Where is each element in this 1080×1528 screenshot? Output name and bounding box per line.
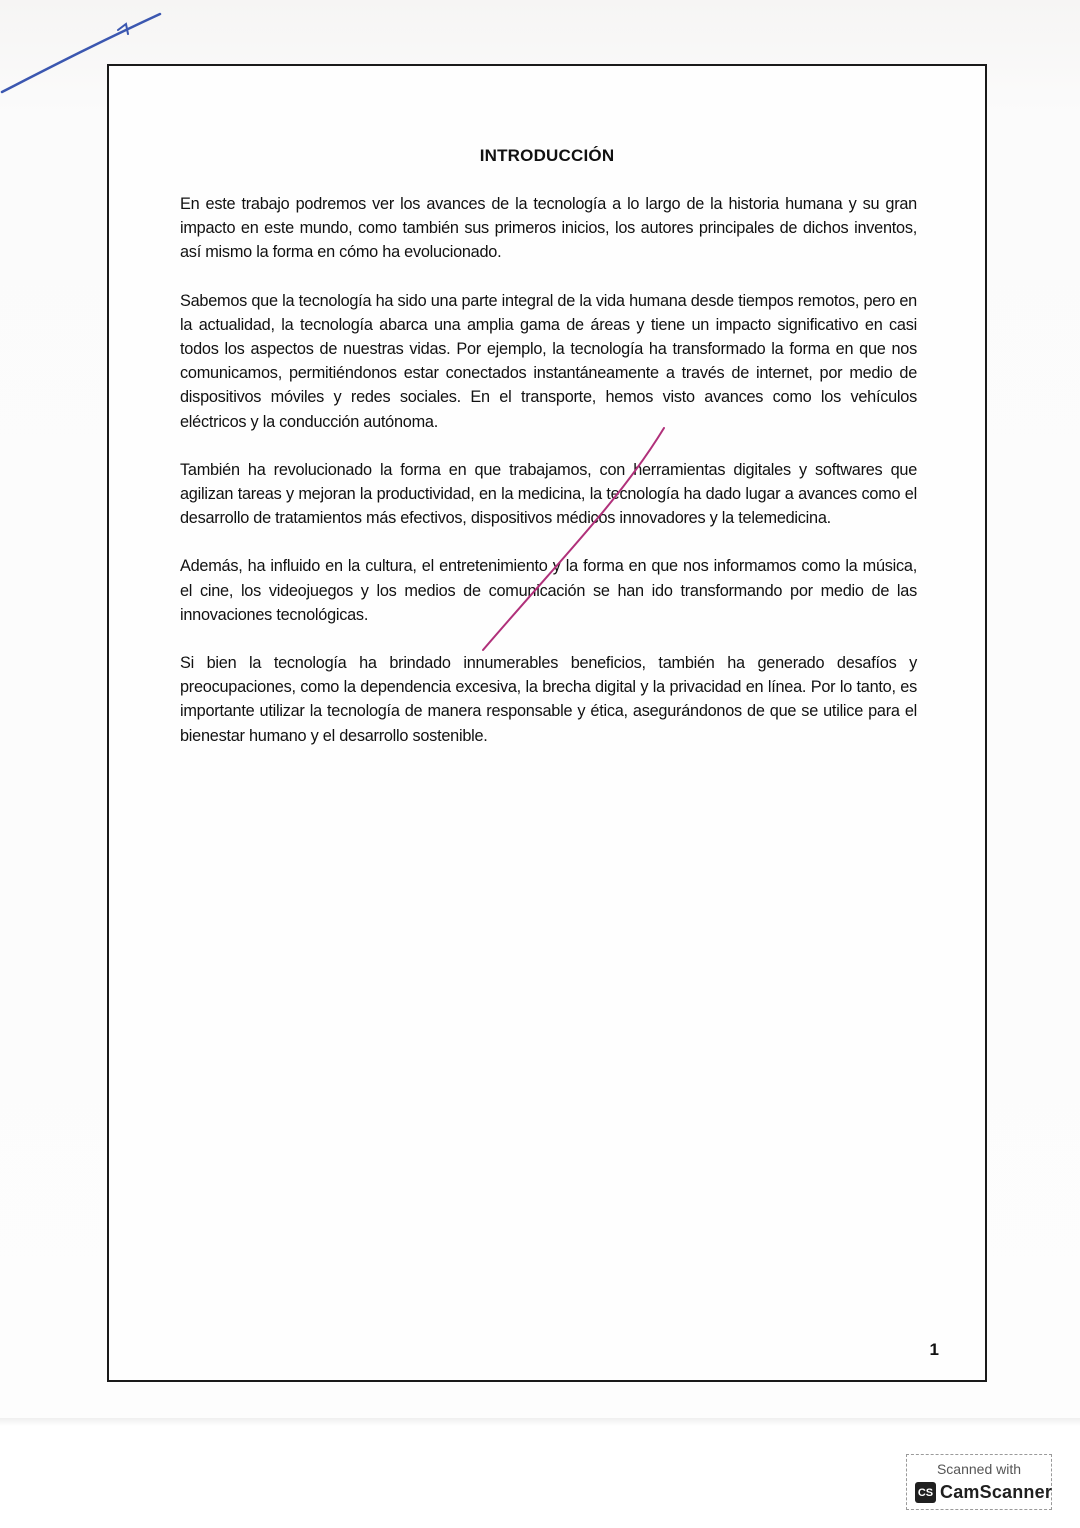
- camscanner-logo-icon: CS: [915, 1482, 936, 1503]
- paragraph-2: Sabemos que la tecnología ha sido una parte integral de la vida humana desde tiempos remotos, pero en la actualidad, la tecnología abarca una amplia gama de áreas y tiene un impacto significativo en casi todos los aspectos de nuestras vidas. Por ejemplo, la tecnología ha transformado la forma en que nos comunicamos, permitiéndonos estar conectados instantáneamente a través de internet, por medio de dispositivos móviles y redes sociales. En el transporte, hemos visto avances como los vehículos eléctricos y la conducción autónoma.: [180, 291, 917, 431]
- camscanner-watermark: [906, 1454, 1052, 1510]
- paragraph-1: En este trabajo podremos ver los avances de la tecnología a lo largo de la historia humana y su gran impacto en este mundo, como también sus primeros inicios, los autores principales de dichos inventos, así mismo la forma en cómo ha evolucionado.: [180, 195, 917, 262]
- watermark-brand-row: [915, 1482, 1052, 1503]
- watermark-caption: Scanned with: [936, 1461, 1022, 1477]
- paragraph-5: Si bien la tecnología ha brindado innumerables beneficios, también ha generado desafíos y preocupaciones, como la dependencia excesiva, la brecha digital y la privacidad en línea. Por lo tanto, es importante utilizar la tecnología de manera responsable y ética, asegurándonos de que se utilice para el bienestar humano y el desarrollo sostenible.: [180, 654, 917, 745]
- page-title: INTRODUCCIÓN: [479, 146, 615, 165]
- body-text: [180, 192, 917, 772]
- paragraph-4: Además, ha influido en la cultura, el entretenimiento y la forma en que nos informamos como la música, el cine, los videojuegos y los medios de comunicación se han ido transformando por medio de las innovaciones tecnológicas.: [180, 557, 917, 624]
- paragraph-3: También ha revolucionado la forma en que trabajamos, con herramientas digitales y softwares que agilizan tareas y mejoran la productividad, en la medicina, la tecnología ha dado lugar a avances como el desarrollo de tratamientos más efectivos, dispositivos médicos innovadores y la telemedicina.: [180, 460, 917, 528]
- page-number: 1: [929, 1340, 939, 1359]
- scan-edge: [0, 1418, 1080, 1426]
- page-frame: [107, 64, 987, 1382]
- watermark-brand: CamScanner: [940, 1482, 1053, 1502]
